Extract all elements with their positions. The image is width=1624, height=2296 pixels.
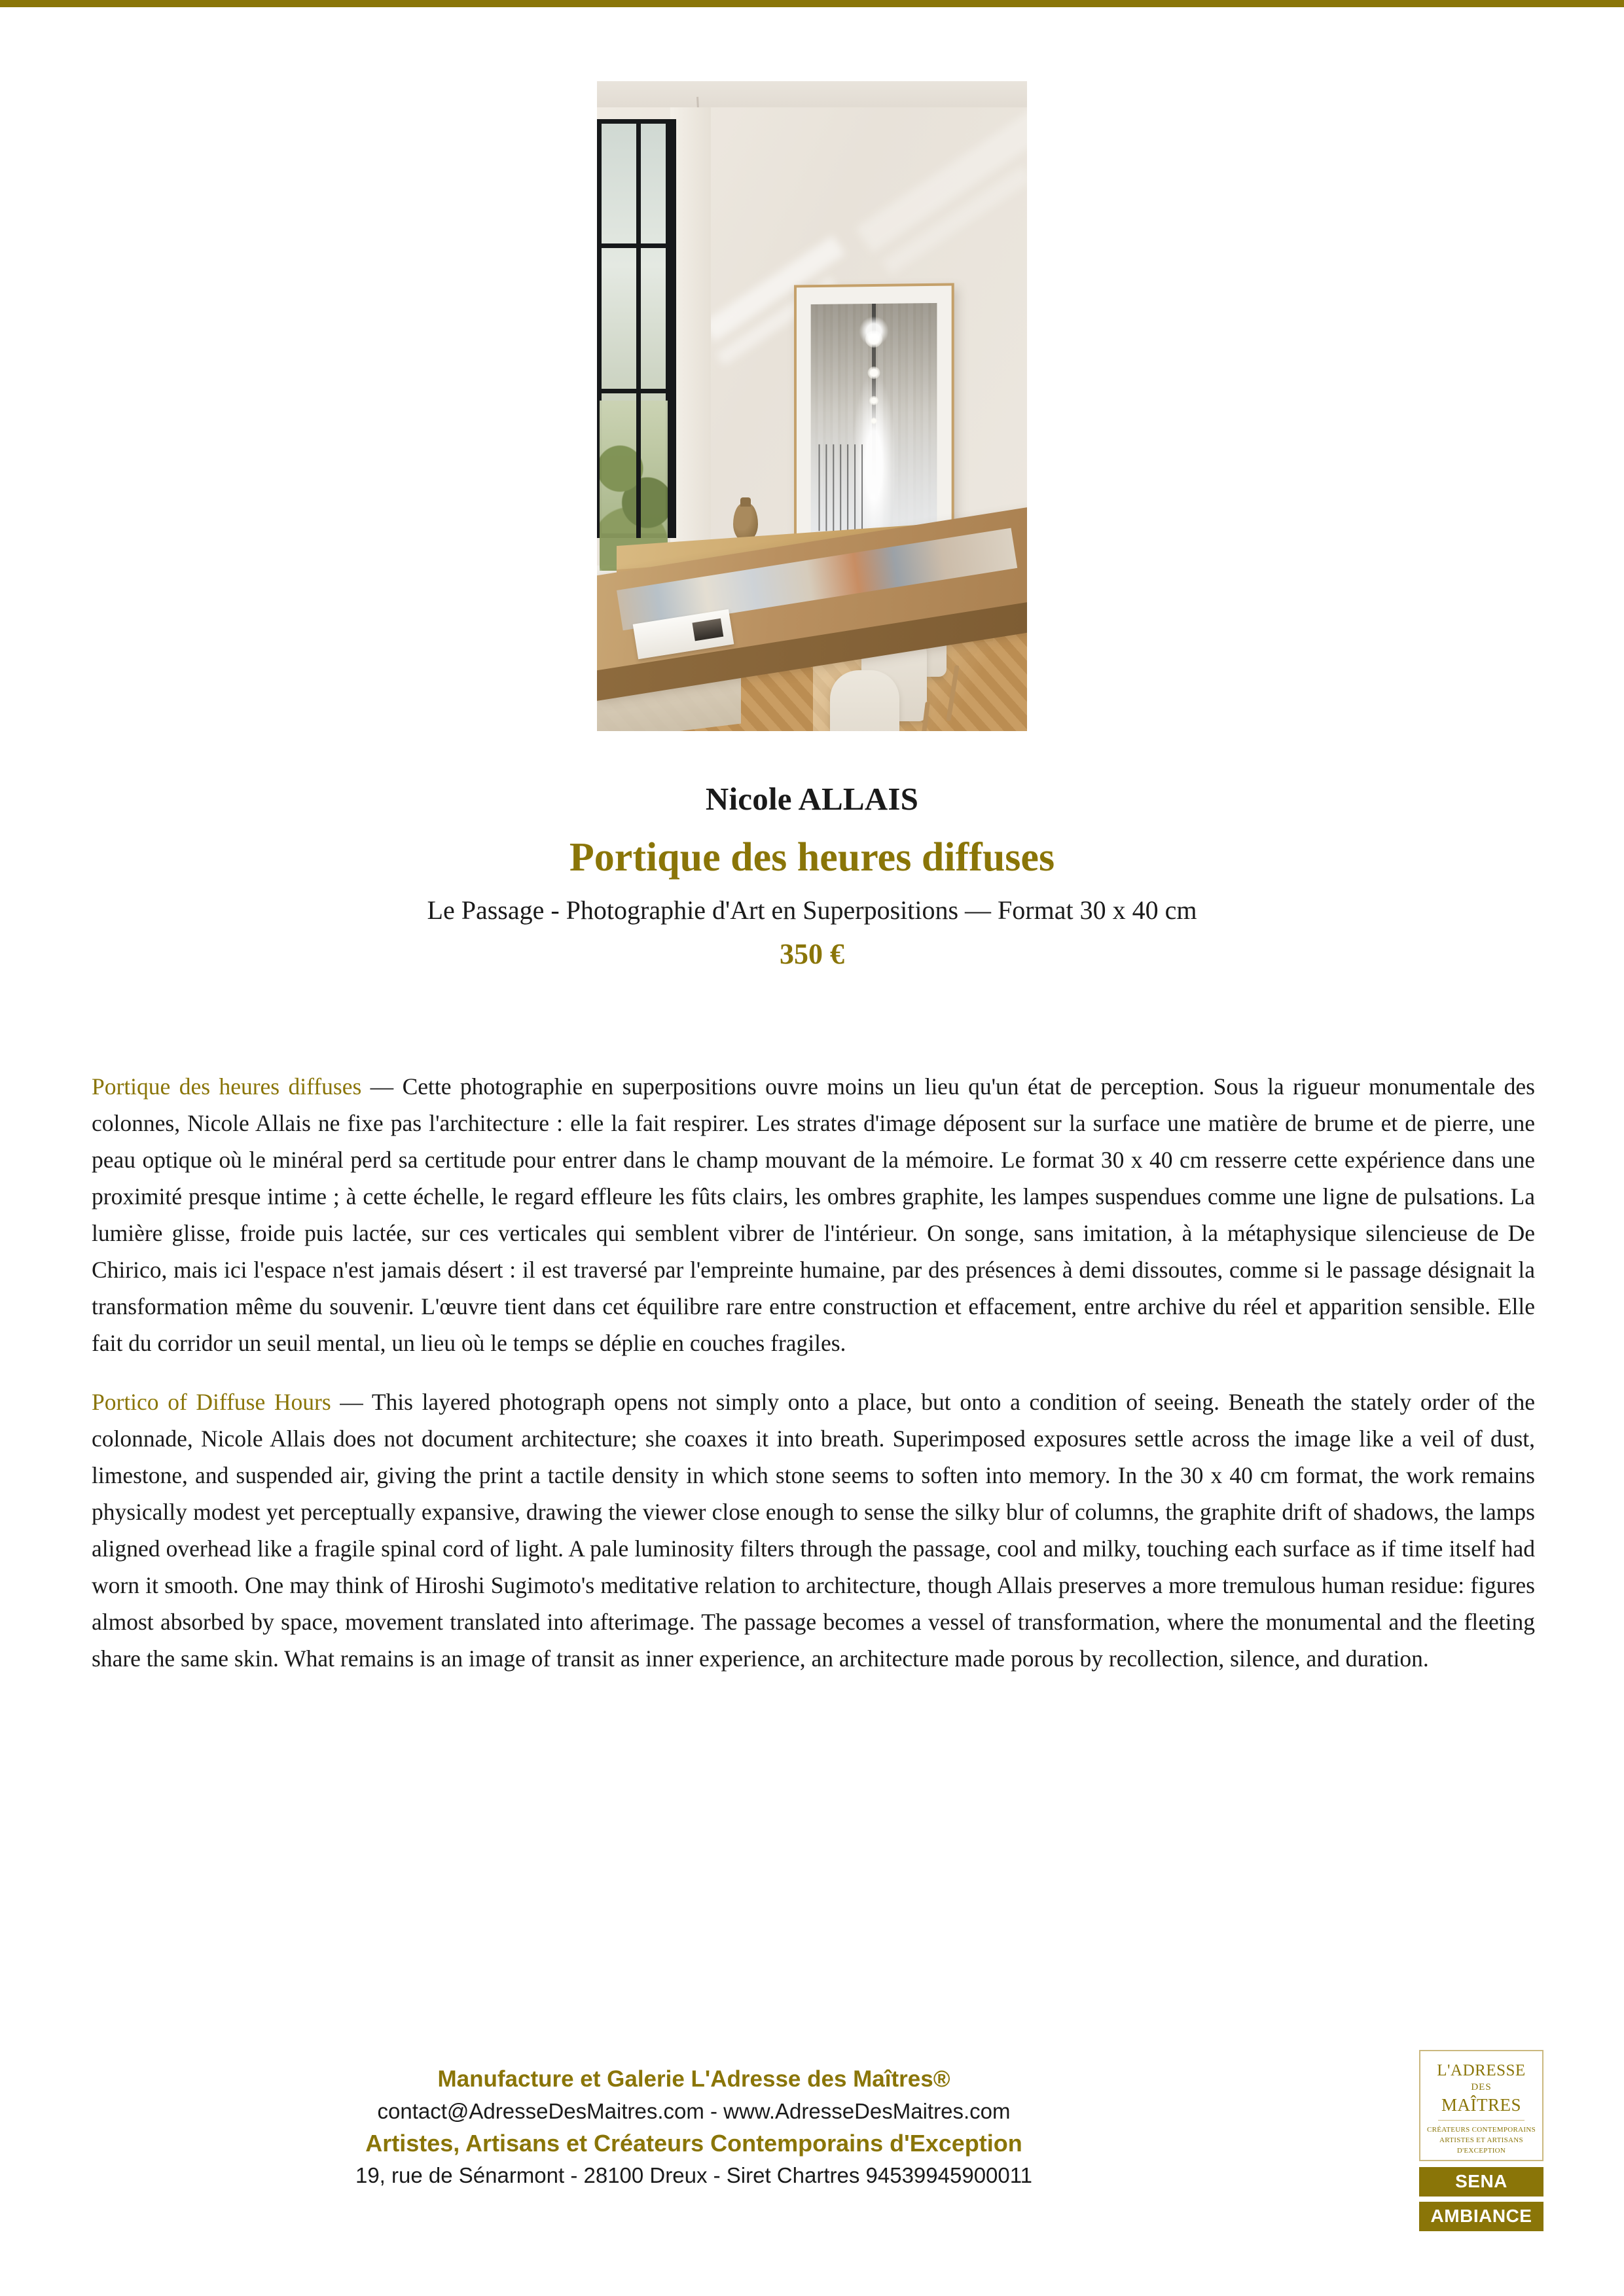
window-mullion-vertical	[636, 119, 641, 538]
footer	[0, 2063, 1388, 2191]
window-mullion-horizontal	[597, 389, 670, 393]
interior-scene	[597, 81, 1027, 731]
logo-tagline-3: D'EXCEPTION	[1456, 2147, 1506, 2155]
hanging-lamp	[865, 331, 882, 348]
description-english-lead: Portico of Diffuse Hours	[92, 1389, 331, 1415]
logo-tagline-1: CRÉATEURS CONTEMPORAINS	[1426, 2126, 1536, 2134]
logo-line-adresse: L'ADRESSE	[1437, 2062, 1526, 2079]
dining-chair	[830, 670, 899, 731]
description-block	[92, 1068, 1535, 1699]
colonnade-photograph	[811, 303, 937, 547]
artwork-price: 350 €	[780, 938, 844, 970]
hanging-lamp	[871, 418, 877, 424]
badge-ambiance: AMBIANCE	[1419, 2202, 1543, 2231]
railing	[818, 444, 869, 531]
ceramic-vase	[733, 503, 758, 541]
hanging-lamp	[867, 367, 880, 379]
footer-tagline: Artistes, Artisans et Créateurs Contemporains d'Exception	[365, 2130, 1022, 2157]
logo-line-des: DES	[1471, 2082, 1492, 2092]
footer-company: Manufacture et Galerie L'Adresse des Maîtres®	[437, 2066, 950, 2092]
frame-mat	[797, 286, 952, 564]
description-english-text: This layered photograph opens not simply onto a place, but onto a condition of seeing. Beneath the stately order of the colonnade, Nicole Allais does not document architecture; she coaxes it into breath. Superimposed exposures settle across the image like a veil of dust, limestone, and suspended air, giving the print a tactile density in which stone seems to soften into memory. In the 30 x 40 cm format, the work remains physically modest yet perceptually expansive, drawing the viewer close enough to sense the silky blur of columns, the graphite drift of shadows, the lamps aligned overhead like a fragile spinal cord of light. A pale luminosity filters through the passage, cool and milky, touching each surface as if time itself had worn it smooth. One may think of Hiroshi Sugimoto's meditative relation to architecture, though Allais preserves a more tremulous human residue: figures almost absorbed by space, movement translated into afterimage. The passage becomes a vessel of transformation, where the monumental and the fleeting share the same skin. What remains is an image of transit as inner experience, an architecture made porous by recollection, silence, and duration.	[92, 1389, 1536, 1672]
artwork-photo	[597, 81, 1027, 731]
description-french-lead: Portique des heures diffuses	[92, 1073, 362, 1100]
description-english-dash: —	[331, 1389, 372, 1415]
badge-sena: SENA	[1419, 2167, 1543, 2197]
window-reveal	[670, 107, 711, 552]
logo-tagline-2: ARTISTES ET ARTISANS	[1439, 2136, 1523, 2144]
hanging-lamp	[869, 396, 878, 405]
brand-logo	[1419, 2050, 1543, 2161]
description-french	[92, 1068, 1535, 1361]
top-gold-rule	[0, 0, 1624, 7]
artwork-subtitle: Le Passage - Photographie d'Art en Superpositions — Format 30 x 40 cm	[427, 895, 1197, 925]
description-french-text: Cette photographie en superpositions ouvre moins un lieu qu'un état de perception. Sous la rigueur monumentale des colonnes, Nicole Allais ne fixe pas l'architecture : elle la fait respirer. Les strates d'image déposent sur la surface une matière de brume et de pierre, une peau optique où le minéral perd sa certitude pour entrer dans le champ mouvant de la mémoire. Le format 30 x 40 cm resserre cette expérience dans une proximité presque intime ; à cette échelle, le regard effleure les fûts clairs, les ombres graphite, les lampes suspendues comme une ligne de pulsations. La lumière glisse, froide puis lactée, sur ces verticales qui semblent vibrer de l'intérieur. On songe, sans imitation, à la métaphysique silencieuse de De Chirico, mais ici l'espace n'est jamais désert : il est traversé par l'empreinte humaine, par des présences à demi dissoutes, comme si le passage désignait la transformation même du souvenir. L'œuvre tient dans cet équilibre rare entre construction et effacement, entre archive du réel et apparition sensible. Elle fait du corridor un seuil mental, un lieu où le temps se déplie en couches fragiles.	[92, 1073, 1535, 1356]
footer-address: 19, rue de Sénarmont - 28100 Dreux - Siret Chartres 94539945900011	[355, 2163, 1033, 2187]
logo-divider	[1438, 2120, 1525, 2121]
description-french-dash: —	[361, 1073, 403, 1100]
artwork-title: Portique des heures diffuses	[569, 835, 1055, 880]
logo-block	[1419, 2050, 1543, 2231]
logo-line-maitres: MAÎTRES	[1441, 2095, 1521, 2115]
description-english	[92, 1384, 1535, 1677]
window-mullion-horizontal	[597, 243, 670, 248]
artist-name: Nicole ALLAIS	[705, 781, 919, 817]
footer-contact[interactable]: contact@AdresseDesMaitres.com - www.AdresseDesMaitres.com	[377, 2099, 1011, 2123]
